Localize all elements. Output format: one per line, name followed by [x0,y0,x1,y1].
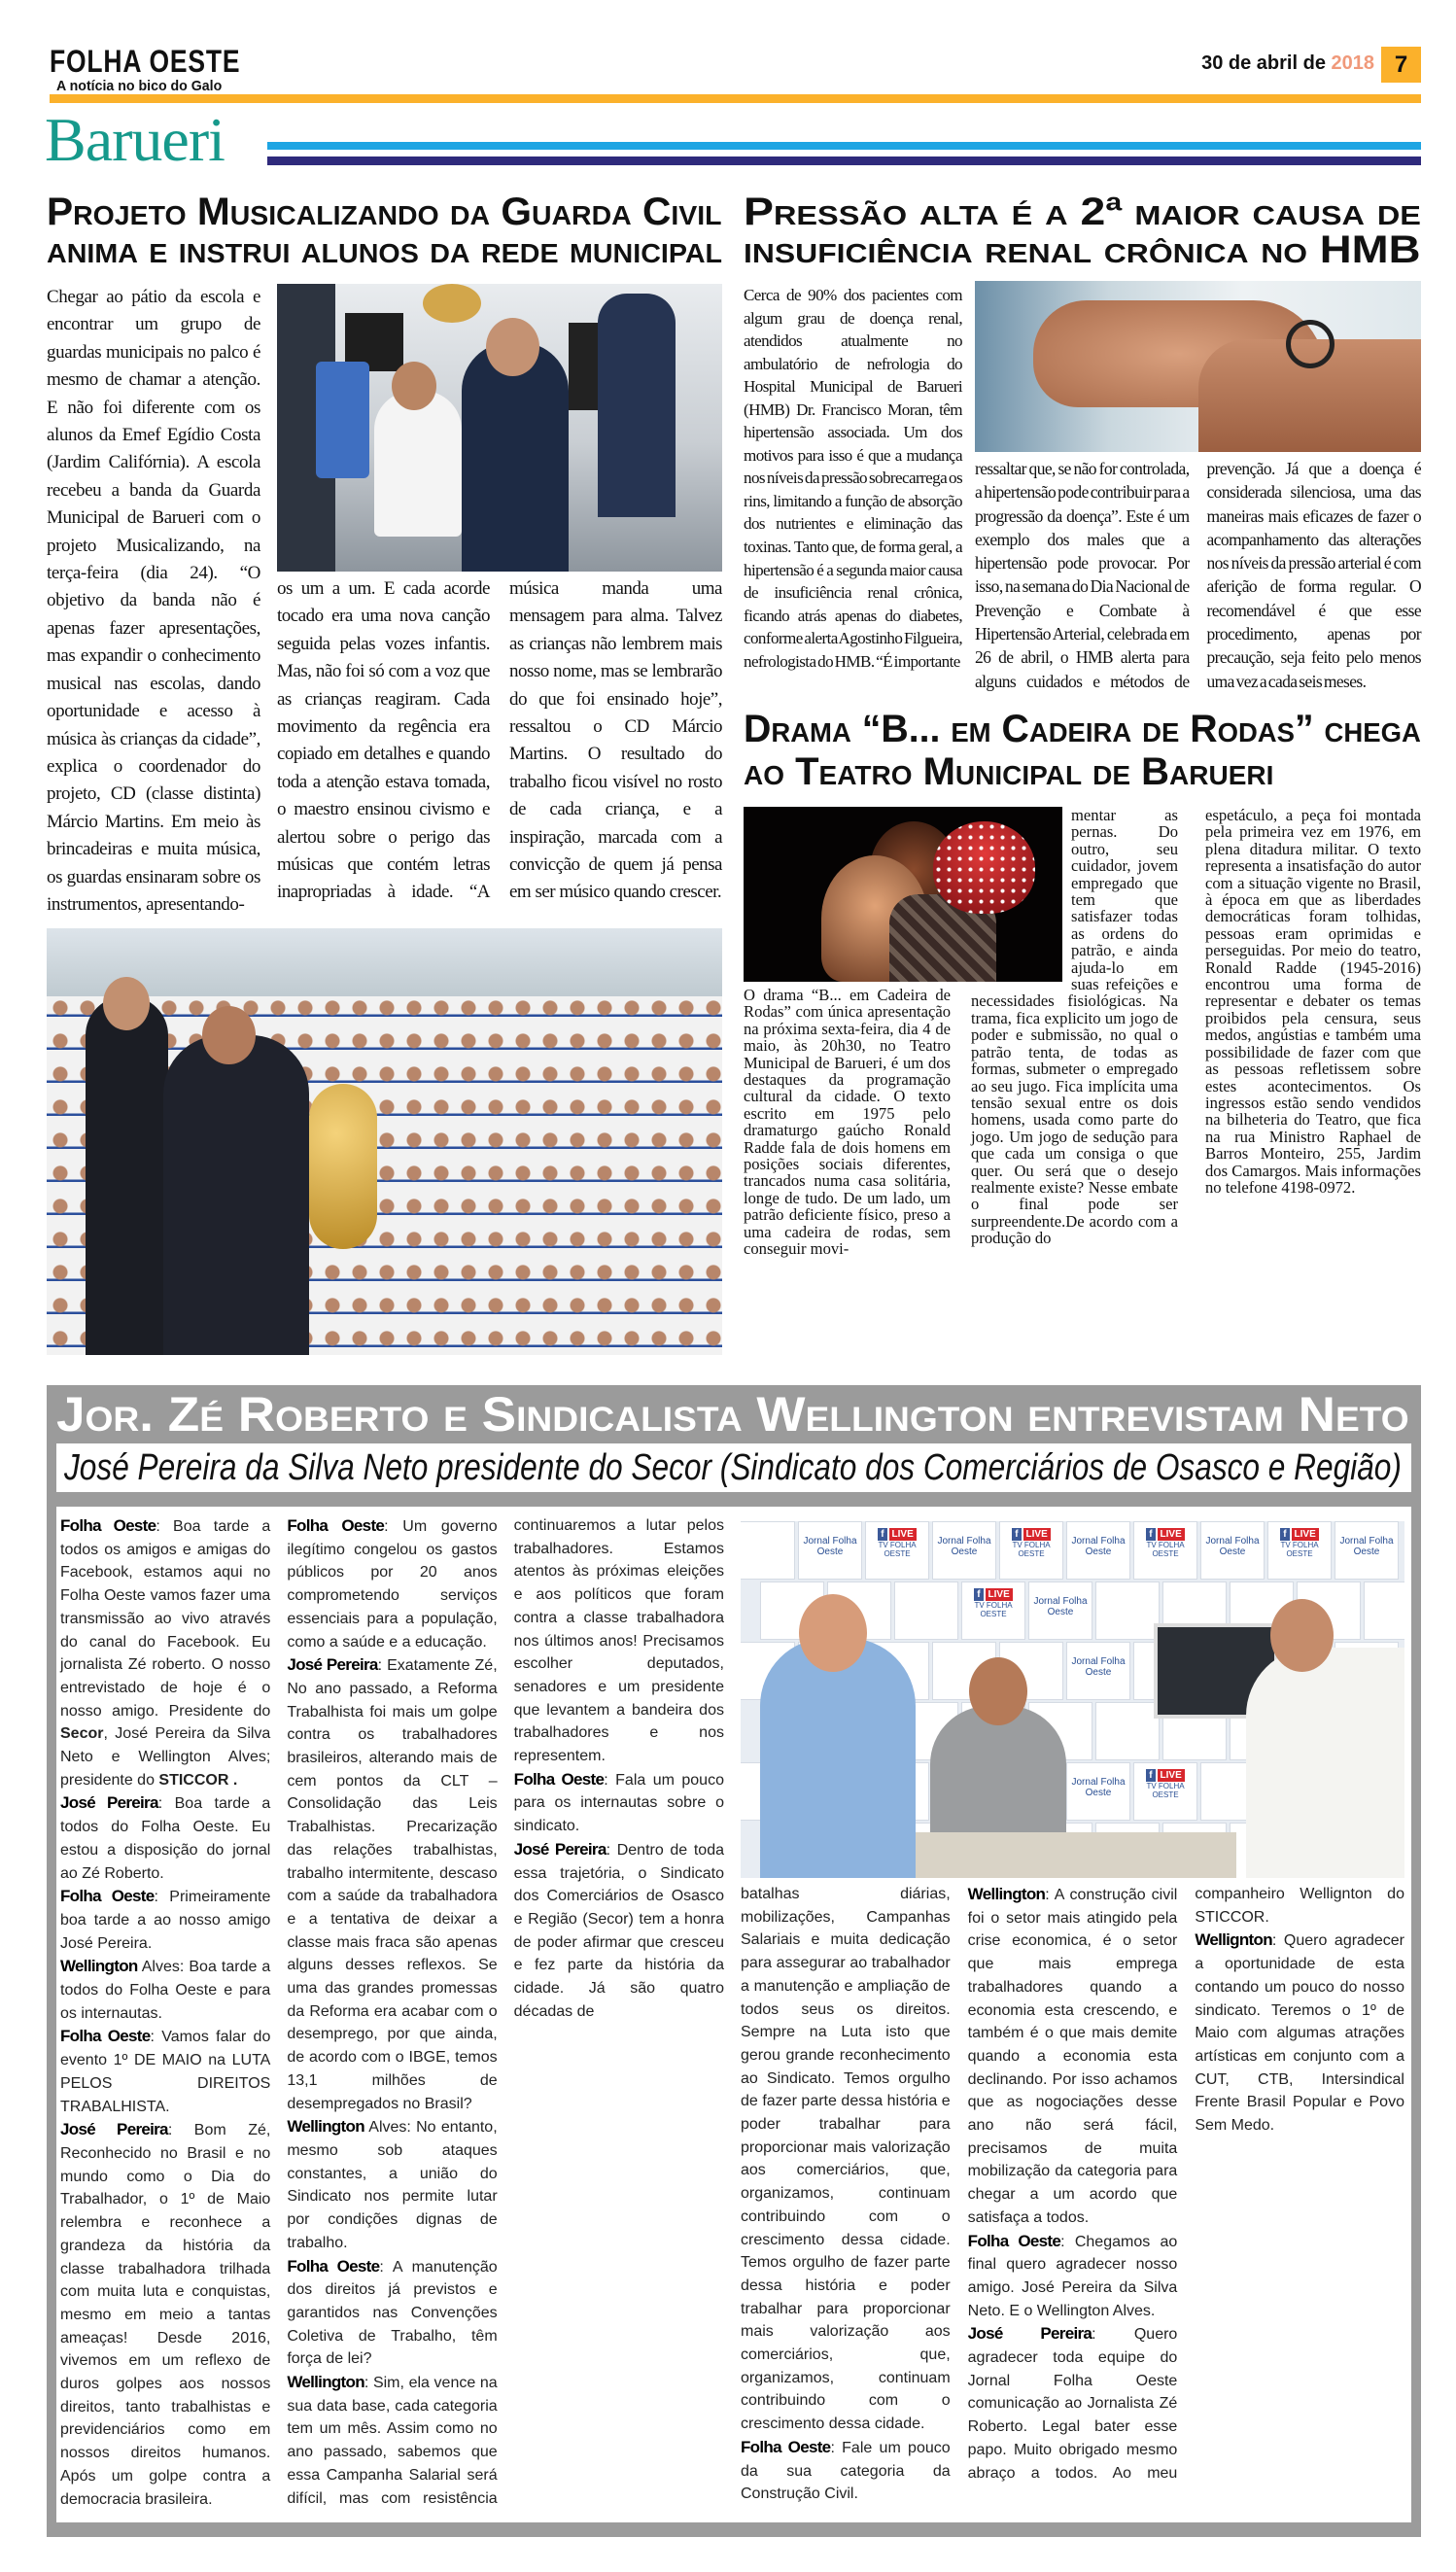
page-number: 7 [1381,47,1421,83]
interview-paragraph [287,2115,497,2254]
article-theater-col2 [971,807,1178,1247]
orange-rule [50,94,1421,103]
speaker-label: Folha Oeste [60,1516,156,1535]
headline-music-line2 [47,228,723,271]
headline-text: Pressão alta é a 2ª maior causa de [744,191,1421,233]
paragraph-text: batalhas diárias, mobilizações, Campanhas Salariais e muita dedicação para assegurar ao trabalhador a manutenção e ampliação de todos seus os direitos. Sempre na Luta isto que gerou grande reconhecimento ao Sindicato. Temos orgulho de fazer parte dessa história e poder trabalhar para proporcionar mais valorização aos comerciários, que, organizamos, continuam contribuindo com o crescimento dessa cidade. Temos orgulho de fazer parte dessa história e poder trabalhar para proporcionar mais valorização aos comerciários, que, organizamos, continuam contribuindo com o crescimento dessa cidade. [741,1886,951,2433]
speaker-label: Folha Oeste [60,2027,151,2046]
interview-subtitle-text: José Pereira da Silva Neto presidente do Secor (Sindicato dos Comerciários de Osasco e Região) [64,1447,1402,1488]
interview-paragraph [287,2255,497,2372]
backdrop-tile: Jornal Folha Oeste [1200,1521,1265,1580]
backdrop-tile [1095,1581,1160,1640]
paragraph-text: : Chegamos ao final quero agradecer nosso amigo. José Pereira da Silva Neto. E o Wellington Alves. [967,2233,1178,2319]
paragraph-text: : Vamos falar do evento 1º DE MAIO na LUTA PELOS DIREITOS TRABALHISTA. [60,2029,271,2115]
speaker-label: Wellignton [1195,1930,1272,1950]
backdrop-tile: Jornal Folha Oeste [1028,1581,1092,1640]
headline-theater-line1 [744,708,1421,750]
paragraph-text: : Primeiramente boa tarde a ao nosso amigo José Pereira. [60,1889,271,1952]
article-music-cols23: os um a um. E cada acorde tocado era uma nova canção seguida pelas vozes infantis. Mas, não foi só com a voz que as crianças reagiram. Cada movimento da regência era copiado em detalhes e quando toda a atenção estava tomada, o maestro ensinou civismo e alertou sobre o perigo das músicas que contém letras inapropriadas à idade. “A música manda uma mensagem para alma. Talvez as crianças não lembrem mais nosso nome, mas se lembrarão do que foi ensinado hoje”, ressaltou o CD Márcio Martins. O resultado do trabalho ficou visível no rosto de cada criança, e a inspiração, marcada com a convicção de quem já pensa em ser músico quando crescer. [277,578,722,903]
backdrop-tile: Jornal Folha Oeste [1335,1521,1399,1580]
speaker-label: Folha Oeste [287,2256,380,2276]
interview-paragraph [287,1514,497,1653]
backdrop-tile: f LIVE TV FOLHA OESTE [1133,1521,1197,1580]
interview-paragraph [514,1838,724,2024]
article-theater-col1: O drama “B... em Cadeira de Rodas” com única apresentação na próxima sexta-feira, dia 4 de maio, às 20h30, no Teatro Municipal de Barueri, é um dos destaques da programação cultural da cidade. O texto escrito em 1975 pelo dramaturgo gaúcho Ronald Radde fala de dois homens em posições sociais diferentes, trancados numa casa solitária, longe de tudo. De um lado, um patrão deficiente físico, preso a uma cadeira de rodas, sem conseguir movi- [744,986,951,1259]
tagline: A notícia no bico do Galo [56,78,223,94]
person-left-head [799,1594,867,1672]
backdrop-tile: f LIVE TV FOLHA OESTE [961,1581,1025,1640]
paragraph-text: Alves: No entanto, mesmo sob ataques constantes, a união do Sindicato nos permite lutar por condições dignas de trabalho. [287,2119,498,2251]
interview-paragraph [60,2118,270,2511]
person-right-head [1270,1599,1334,1672]
students-photo [47,928,722,1355]
interview-block-b [741,1883,1404,2515]
paragraph-text: : A manutenção dos direitos já previstos e garantidos nas Convenções Coletiva de Trabalho, têm força de lei? [287,2258,498,2368]
article-theater-col2-text: mentar as pernas. Do outro, seu cuidador, jovem empregado que tem que satisfazer todas as ordens do patrão, e ainda ajuda-lo em suas refeições e necessidades fisiológicas. Na trama, fica explicito um jogo de poder e submissão, no qual o patrão tenta, de todas as formas, submeter o empregado ao seu jugo. Fica implícita uma tensão sexual entre os dois homens, usada como parte do jogo. Um jogo de sedução para que cada um consiga o que quer. Ou será que o desejo realmente existe? Nesse embate o final pode ser surpreendente.De acordo com a produção do [971,806,1178,1248]
backdrop-tile: f LIVE TV FOLHA OESTE [1133,1762,1197,1821]
interview-subtitle [64,1445,1402,1490]
date-year: 2018 [1331,52,1374,74]
paragraph-text: : Bom Zé, Reconhecido no Brasil e no mundo como o Dia do Trabalhador, o 1º de Maio relembra e reconhece a grandeza da história da classe trabalhadora trilhada com muita luta e conquistas, mesmo em meio a tantas ameaças! Desde 2016, vivemos em um reflexo de duros golpes aos nossos direitos, tanto trabalhistas e previdenciários como em nossos direitos humanos. Após um golpe contra a democracia brasileira. [60,2122,271,2508]
interview-paragraph [60,2025,270,2118]
paragraph-text: : Fale um pouco da sua categoria da Construção Civil. [741,2439,951,2503]
studio-interview-photo [741,1521,1404,1878]
speaker-label: Wellington [967,1885,1046,1903]
headline-theater-line2: ao Teatro Municipal de Barueri [744,750,1274,793]
interview-title [56,1388,1409,1441]
masthead [50,45,240,78]
article-pressure-cols23: ressaltar que, se não for controlada, a hipertensão pode contribuir para a progressão da doença”. Este é um exemplo dos males que a hipertensão pode provocar. Por isso, na semana do Dia Nacional de Prevenção e Combate à Hipertensão Arterial, celebrada em 26 de abril, o HMB alerta para alguns cuidados e métodos de prevenção. Já que a doença é considerada silenciosa, uma das maneiras mais eficazes de fazer o acompanhamento das alterações nos níveis da pressão arterial é com aferição de forma regular. O recomendável é que esse procedimento, apenas por precaução, seja feito pelo menos uma vez a cada seis meses. [975,459,1421,691]
speaker-label: José Pereira [513,1839,607,1859]
interview-paragraph [287,1653,497,2115]
headline-pressure-line2 [744,228,1421,271]
speaker-label: Folha Oeste [967,2231,1061,2250]
backdrop-tile: Jornal Folha Oeste [1066,1642,1130,1700]
headline-text: insuficiência renal crônica no HMB [744,228,1421,271]
photo-wrap-spacer [971,807,1071,987]
speaker-label: Wellington [287,2117,364,2137]
paragraph-text: : Dentro de toda essa trajetória, o Sindicato dos Comerciários de Osasco e Região (Secor) tem a honra de poder afirmar que cresceu e fez parte da história da cidade. Já são quatro décadas de [513,1841,724,2020]
article-music-col1: Chegar ao pátio da escola e encontrar um grupo de guardas municipais no palco é mesmo de chamar a atenção. E não foi diferente com os alunos da Emef Egídio Costa (Jardim Califórnia). A escola recebeu a banda da Guarda Municipal de Barueri com o projeto Musicalizando, na terça-feira (dia 24). “O objetivo da banda não é apenas fazer apresentações, mas expandir o conhecimento musical nas escolas, dando oportunidade e acesso à música às crianças da cidade”, explica o coordenador do projeto, CD (classe distinta) Márcio Martins. Em meio às brincadeiras e muita música, os guardas ensinaram sobre os instrumentos, apresentando- [47,287,260,915]
blue-rule [267,142,1421,150]
headline-text: Drama “B... em Cadeira de Rodas” chega [744,708,1421,750]
speaker-label: Folha Oeste [60,1887,155,1906]
interview-paragraph [968,1883,1178,2230]
interview-title-text: Jor. Zé Roberto e Sindicalista Wellington entrevistam Neto [56,1387,1409,1442]
paragraph-text: : Quero agradecer toda equipe do Jornal Folha Oeste comunicação ao Jornalista Zé Roberto. Legal bater esse papo. Muito obrigado mesmo abraço a todos. Ao meu companheiro Wellignton do STICCOR. [967,1886,1404,2482]
headline-music-line1 [47,193,722,231]
paragraph-text: : Exatamente Zé, No ano passado, a Reforma Trabalhista foi mais um golpe contra os trabalhadores brasileiros, alterando mais de cem pontos da CLT – Consolidação das Leis Trabalhistas. Precarização das relações trabalhistas, trabalho intermitente, descaso com a saúde da trabalhadora e a tentativa de deixar a classe mais fraca são apenas alguns desses reflexos. Se uma das grandes promessas da Reforma era acabar com o desemprego, por que ainda, de acordo com o IBGE, temos 13,1 milhões de desempregados no Brasil? [287,1657,498,2112]
headline-text: anima e instrui alunos da rede municipal [47,228,723,271]
interview-paragraph [1195,1929,1404,2137]
backdrop-tile: f LIVE TV FOLHA OESTE [1267,1521,1332,1580]
interview-paragraph [514,1768,724,1838]
interview-paragraph [60,1514,270,1791]
headline-text: Projeto Musicalizando da Guarda Civil [47,191,722,233]
backdrop-tile: Jornal Folha Oeste [1066,1521,1130,1580]
person-right [1246,1648,1404,1878]
paragraph-text: : Quero agradecer a oportunidade de esta contando um pouco do nosso sindicato. Teremos o 1º de Maio com algumas atrações artísticas em conjunto com a CUT, CTB, Intersindical Frente Brasil Popular e Povo Sem Medo. [1195,1932,1404,2135]
backdrop-tile [1364,1581,1404,1640]
backdrop-tile: f LIVE TV FOLHA OESTE [865,1521,929,1580]
interview-paragraph [741,1883,951,2436]
section-title: Barueri [45,105,225,174]
brand-logo: FOLHA OESTE [50,44,241,79]
tagline-box [56,78,222,95]
backdrop-tile: Jornal Folha Oeste [1066,1762,1130,1821]
paragraph-text: : Sim, ela vence na sua data base, cada categoria tem um mês. Assim como no ano passado, sabemos que essa Campanha Salarial será difícil, mas com resistência continuaremos a lutar pelos trabalhadores. Estamos atentos às próximas eleições e aos políticos que foram contra a classe trabalhadora nos últimos anos! Precisamos escolher deputados, senadores e um presidente que levantem a bandeira dos trabalhadores e nos representem. [287,1517,724,2507]
speaker-label: Folha Oeste [287,1516,385,1535]
speaker-label: José Pereira [60,2120,168,2139]
backdrop-tile [894,1581,958,1640]
speaker-label: Folha Oeste [741,2437,831,2456]
paragraph-text: Alves: Boa tarde a todos do Folha Oeste e para os internautas. [60,1959,271,2022]
speaker-label: José Pereira [967,2324,1092,2344]
issue-date [1201,51,1374,76]
speaker-label: Folha Oeste [513,1769,605,1789]
blood-pressure-photo [975,281,1421,452]
backdrop-tile: Jornal Folha Oeste [798,1521,862,1580]
bold-name: STICCOR . [158,1771,238,1789]
speaker-label: Wellington [287,2373,364,2392]
article-theater-col3: espetáculo, a peça foi montada pela primeira vez em 1976, em plena ditadura militar. O texto representa a insatisfação do autor com a situação vigente no Brasil, à época em que as liberdades democráticas foram tolhidas, pessoas eram oprimidas e perseguidas. Por meio do teatro, Ronald Radde (1945-2016) encontrou uma forma de representar e debater os temas proibidos pela censura, seus medos, angústias e também uma possibilidade de fazer com que as pessoas refletissem sobre estes acontecimentos. Os ingressos estão sendo vendidos na bilheteria do Teatro, que fica na rua Ministro Raphael de Barros Monteiro, 255, Jardim dos Camargos. Mais informações no telefone 4198-0972. [1205,806,1421,1197]
backdrop-tile: Jornal Folha Oeste [932,1521,996,1580]
desk [916,1832,1236,1878]
interview-paragraph [60,1791,270,1885]
interview-paragraph [60,1955,270,2025]
paragraph-text: : Boa tarde a todos os amigos e amigas do Facebook, estamos aqui no Folha Oeste vamos fazer uma transmissão ao vivo através do canal do Facebook. Eu jornalista Zé roberto. O nosso entrevistado de hoje é o nosso amigo. Presidente do [60,1518,271,1720]
speaker-label: José Pereira [287,1655,378,1675]
paragraph-text: : A construção civil foi o setor mais atingido pela crise economica, é o setor que mais emprega trabalhadores quando a economia esta crescendo, e também é o que mais demite quando a economia esta declinando. Por isso achamos que as nogociações desse ano não será fácil, precisamos de muita mobilização da categoria para chegar a um acordo que satisfaça a todos. [967,1887,1178,2226]
paragraph-text: : Um governo ilegítimo congelou os gastos públicos por 20 anos comprometendo serviços essenciais para a população, como a saúde e a educação. [287,1518,498,1651]
bold-name: Secor [60,1725,104,1743]
navy-rule [267,156,1421,165]
interview-paragraph [60,1885,270,1955]
interview-block-a [60,1514,724,2516]
article-pressure-col1: Cerca de 90% dos pacientes com algum grau de doença renal, atendidos atualmente no ambulatório de nefrologia do Hospital Municipal de Barueri (HMB) Dr. Francisco Moran, têm hipertensão associada. Um dos motivos para isso é que a mudança nos níveis da pressão sobrecarrega os rins, limitando a função de absorção dos nutrientes e eliminação das toxinas. Tanto que, de forma geral, a hipertensão é a segunda maior causa de insuficiência renal crônica, ficando atrás apenas do diabetes, conforme alerta Agostinho Filgueira, nefrologista do HMB. “É importante [744,286,962,671]
interview-paragraph [741,2436,951,2506]
speaker-label: Wellington [60,1957,138,1976]
paragraph-text: , José Pereira da Silva Neto e Wellington Alves; presidente do [60,1725,271,1789]
band-photo [277,284,722,572]
date-text: 30 de abril de [1201,52,1332,74]
paragraph-text: : Boa tarde a todos do Folha Oeste. Eu estou a disposição do jornal ao Zé Roberto. [60,1795,271,1882]
backdrop-tile [1095,1702,1160,1760]
headline-pressure-line1 [744,193,1421,231]
speaker-label: José Pereira [60,1793,158,1813]
backdrop-tile: f LIVE TV FOLHA OESTE [999,1521,1063,1580]
backdrop-tile [741,1521,795,1580]
person-center-head [969,1657,1027,1725]
person-left [760,1638,916,1878]
paragraph-text: : Fala um pouco para os internautas sobre o sindicato. [513,1771,724,1835]
interview-paragraph [968,2230,1178,2323]
